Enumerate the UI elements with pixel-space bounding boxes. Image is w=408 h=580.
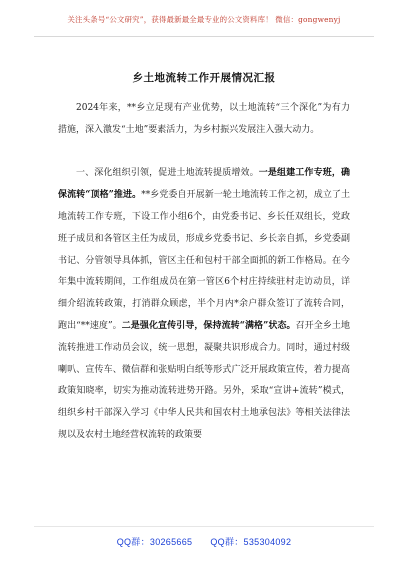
section1-heading-b: 二是强化宣传引导，保持流转“满格”状态。 [121, 320, 296, 331]
intro-paragraph: 2024年来，**乡立足现有产业优势，以土地流转“三个深化”为有力措施，深入激发“土地”要素活力，为乡村振兴发展注入强大动力。 [58, 103, 350, 135]
header-banner: 关注头条号“公文研究”，获得最新最全最专业的公文资料库！ 微信：gongwenyj [67, 15, 341, 24]
section1-text-b: 召开全乡土地流转推进工作动员会议，统一思想，凝聚共识形成合力。同时，通过村级喇叭、宣传车、微信群和张贴明白纸等形式广泛开展政策宣传，着力提高政策知晓率，切实为推动流转进势开路。另外，采取“宣讲+流转”模式，组织乡村干部深入学习《中华人民共和国农村土地承包法》等相关法律法规以及农村土地经营权流转的政策要 [58, 320, 350, 440]
section1-heading-a: 一是组建工作专班，确保流转“顶格”推进。 [58, 168, 350, 201]
header-divider [34, 36, 374, 37]
section1-lead: 一、深化组织引领，促进土地流转提质增效。 [76, 168, 259, 179]
document-body [58, 98, 350, 447]
section1-text-a: **乡党委自开展新一轮土地流转工作之初，成立了土地流转工作专班，下设工作小组6个，由党委书记、乡长任双组长，党政班子成员和各管区主任为成员，形成乡党委书记、乡长亲自抓，乡党委副书记、分管领导具体抓，管区主任和包村干部全面抓的新工作格局。在今年集中流转期间，工作组成员在第一管区6个村庄持续驻村走访动员，详细介绍流转政策，打消群众顾虑，半个月内*余户群众签订了流转合同，跑出“**速度”。 [58, 190, 350, 331]
footer-divider [34, 526, 374, 527]
footer-qq-group-2: QQ群：535304092 [210, 537, 292, 547]
document-title: 乡土地流转工作开展情况汇报 [132, 72, 276, 84]
section1-paragraph [58, 163, 350, 446]
footer-qq-group-1: QQ群：30265665 [116, 537, 193, 547]
footer [0, 535, 408, 548]
